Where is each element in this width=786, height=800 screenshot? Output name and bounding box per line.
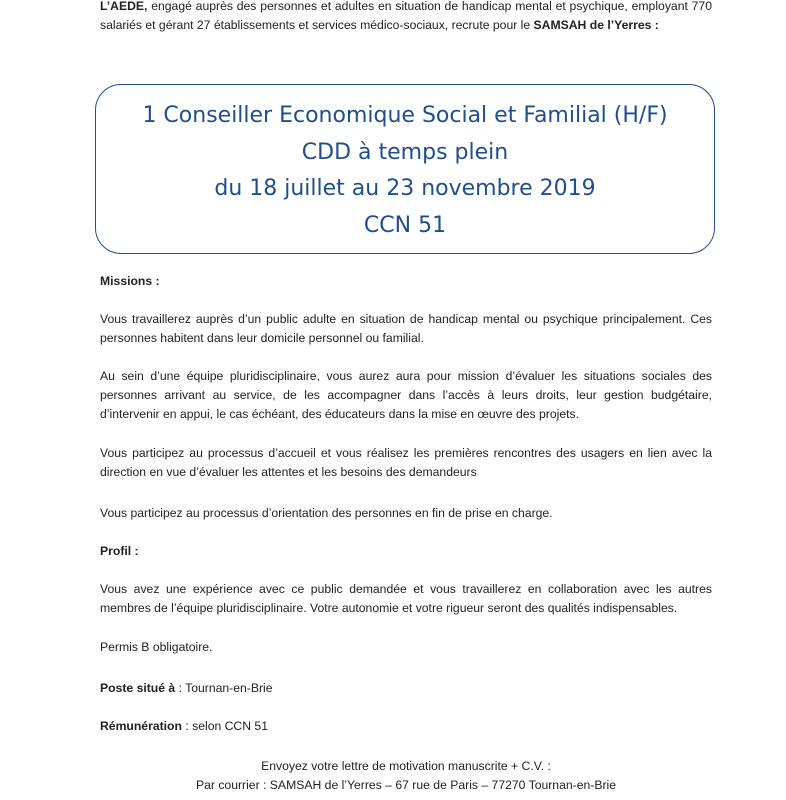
application-line-2: Par courrier : SAMSAH de l’Yerres – 67 rue de Paris – 77270 Tournan-en-Brie xyxy=(195,778,616,792)
application-line-1: Envoyez votre lettre de motivation manuscrite + C.V. : xyxy=(261,759,551,773)
intro-text: engagé auprès des personnes et adultes en situation de handicap mental et psychique, employant 770 salariés et gérant 27 établissements et services médico-sociaux, recrute pour le xyxy=(100,0,712,32)
salary-value: : selon CCN 51 xyxy=(181,719,268,733)
salary-label: Rémunération xyxy=(100,719,182,733)
job-title-box xyxy=(95,84,715,254)
profil-paragraph-2: Permis B obligatoire. xyxy=(100,640,213,654)
contract-dates: du 18 juillet au 23 novembre 2019 xyxy=(214,176,596,201)
profil-paragraph-1: Vous avez une expérience avec ce public demandée et vous travaillerez en collaboration avec les autres membres de l’équipe pluridisciplinaire. Votre autonomie et votre rigueur seront des qualités indispensables. xyxy=(100,582,712,615)
missions-paragraph-3: Vous participez au processus d’accueil et vous réalisez les premières rencontres des usagers en lien avec la direction en vue d’évaluer les attentes et les besoins des demandeurs xyxy=(100,446,712,479)
intro-paragraph xyxy=(100,0,712,35)
service-name: SAMSAH de l’Yerres : xyxy=(533,18,659,32)
missions-paragraph-2: Au sein d’une équipe pluridisciplinaire, vous aurez aura pour mission d’évaluer les situations sociales des personnes arrivant au service, de les accompagner dans l’accès à leurs droits, leur gestion budgétaire, d’intervenir en appui, le cas échéant, des éducateurs dans la mise en œuvre des projets. xyxy=(100,369,712,421)
contract-type: CDD à temps plein xyxy=(301,139,509,165)
profil-heading: Profil : xyxy=(100,544,139,558)
location-value: : Tournan-en-Brie xyxy=(175,681,273,695)
location-label: Poste situé à xyxy=(100,681,176,695)
missions-paragraph-1: Vous travaillerez auprès d’un public adulte en situation de handicap mental ou psychique principalement. Ces personnes habitent dans leur domicile personnel ou familial. xyxy=(100,312,712,345)
job-title: 1 Conseiller Economique Social et Familial (H/F) xyxy=(142,103,668,128)
application-instructions xyxy=(100,757,712,795)
missions-heading: Missions : xyxy=(100,274,160,288)
collective-agreement: CCN 51 xyxy=(363,212,447,238)
missions-paragraph-4: Vous participez au processus d’orientation des personnes en fin de prise en charge. xyxy=(100,506,553,520)
org-name: L’AEDE, xyxy=(100,0,148,13)
location-line xyxy=(100,679,712,698)
salary-line xyxy=(100,717,712,736)
